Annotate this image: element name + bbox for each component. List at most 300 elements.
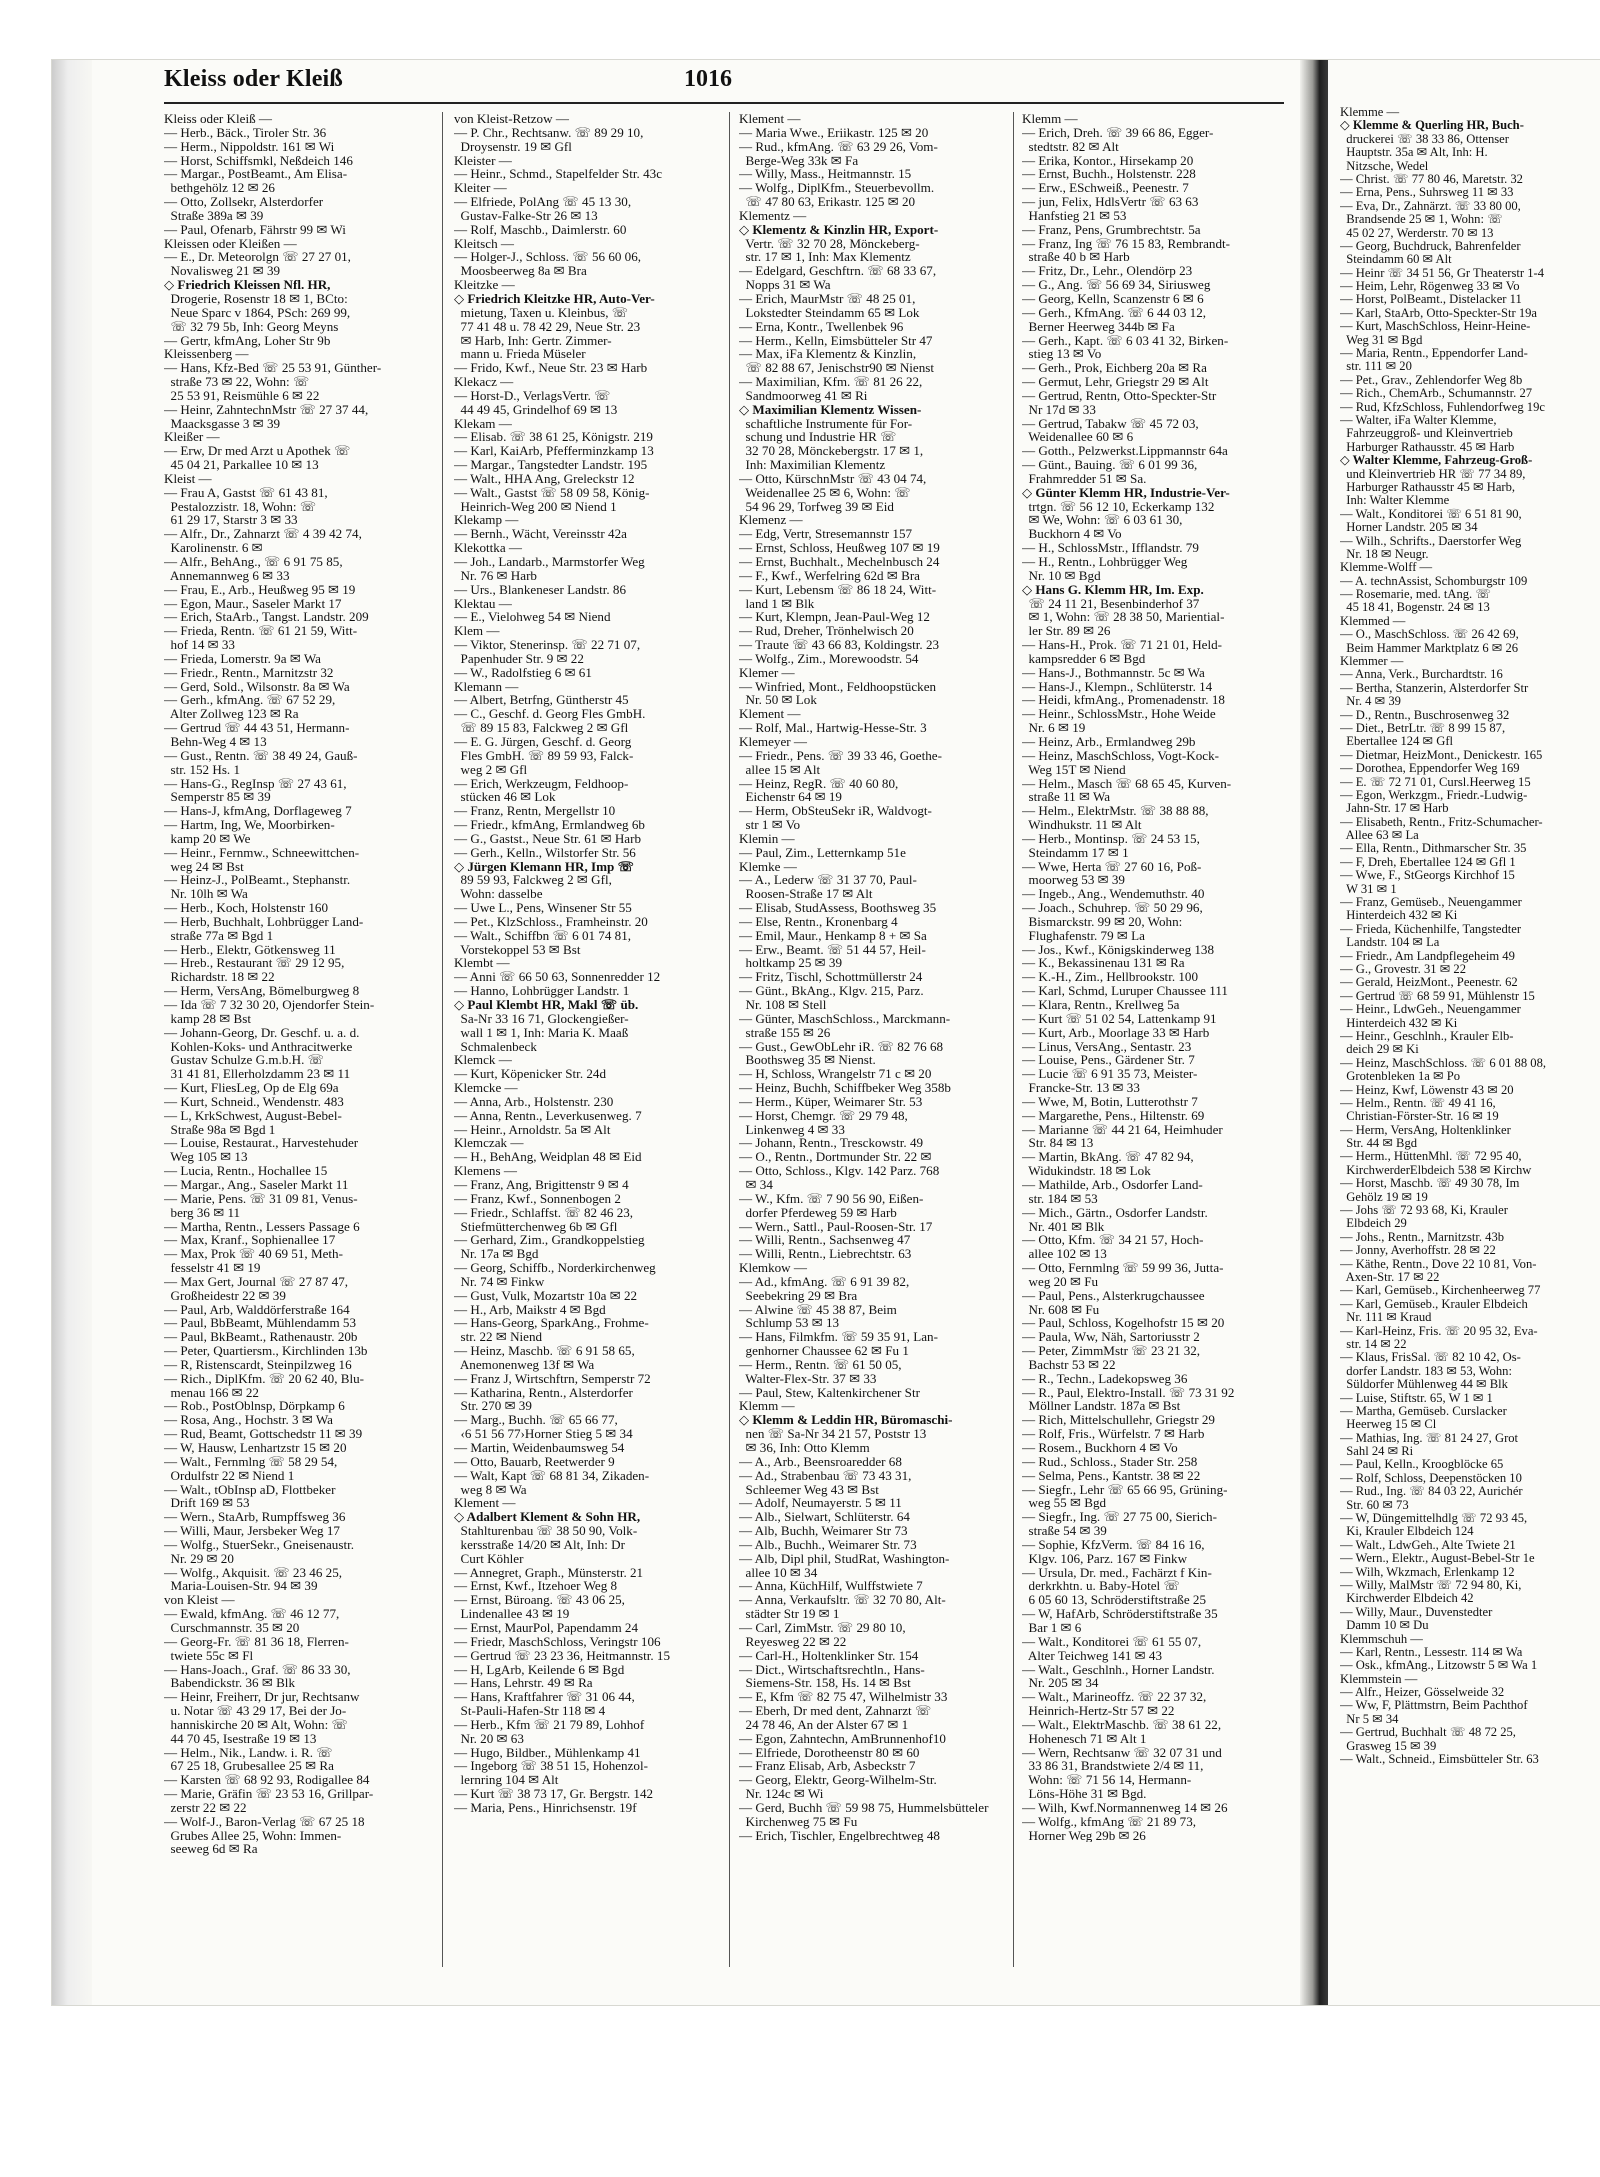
directory-entry: — Alb, Buchh, Weimarer Str 73: [739, 1523, 908, 1539]
directory-entry: — Helm., ElektrMstr. ☏ 38 88 88,: [1022, 803, 1209, 819]
directory-entry: — Alfr., BehAng., ☏ 6 91 75 85,: [164, 554, 343, 569]
directory-entry: — Rud., Ing. ☏ 84 03 22, Aurichér: [1340, 1484, 1523, 1499]
directory-entry: fesselstr 41 ✉ 19: [164, 1260, 261, 1276]
directory-entry: — Marg., Buchh. ☏ 65 66 77,: [454, 1412, 618, 1428]
directory-entry: allee 15 ✉ Alt: [739, 761, 821, 777]
directory-entry: Klemme —: [1340, 106, 1400, 119]
directory-entry: — Margar., PostBeamt., Am Elisa-: [164, 166, 348, 182]
directory-entry: Klgv. 106, Parz. 167 ✉ Finkw: [1022, 1550, 1188, 1566]
directory-entry: — Hans-H., Prok. ☏ 71 21 01, Held-: [1022, 637, 1223, 653]
directory-entry: Süldorfer Mühlenweg 44 ✉ Blk: [1340, 1377, 1508, 1392]
scanned-page: [52, 60, 1600, 2005]
directory-entry: — Hans-G., RegInsp ☏ 27 43 61,: [164, 775, 347, 791]
directory-entry: Klektau —: [454, 595, 512, 611]
directory-entry: — Franz, Kwf., Sonnenbogen 2: [454, 1190, 621, 1206]
directory-entry: — Annegret, Graph., Münsterstr. 21: [454, 1564, 644, 1580]
directory-entry: Klekacz —: [454, 374, 514, 390]
directory-entry: — Paula, Ww, Näh, Sartoriusstr 2: [1022, 1329, 1200, 1345]
directory-entry: — Mathilde, Arb., Osdorfer Land-: [1022, 1176, 1203, 1192]
directory-entry: Klem —: [454, 623, 500, 639]
directory-entry: Klemczak —: [454, 1135, 524, 1151]
directory-entry: Linkenweg 4 ✉ 33: [739, 1121, 845, 1137]
directory-entry: seeweg 6d ✉ Ra: [164, 1841, 258, 1857]
directory-entry: — Martha, Rentn., Lessers Passage 6: [164, 1218, 360, 1234]
directory-entry: Steindamm 17 ✉ 1: [1022, 844, 1129, 860]
directory-entry: Klekamp —: [454, 512, 519, 528]
directory-entry: — Walt., Geschlnh., Horner Landstr.: [1022, 1661, 1215, 1677]
directory-entry: — H., BehAng, Weidplan 48 ✉ Eid: [454, 1149, 642, 1165]
directory-entry: — Kurt, Schneid., Wendenstr. 483: [164, 1093, 344, 1109]
directory-entry: — Peter, ZimmMstr ☏ 23 21 32,: [1022, 1343, 1201, 1359]
directory-entry: — Hartm, Ing, We, Moorbirken-: [164, 817, 335, 833]
directory-entry: — Paul, BbBeamt, Mühlendamm 53: [164, 1315, 357, 1331]
directory-entry: — Hans, Filmkfm. ☏ 59 35 91, Lan-: [739, 1329, 938, 1345]
directory-entry: — Herb., Bäck., Tiroler Str. 36: [164, 124, 327, 140]
directory-entry: straße 77a ✉ Bgd 1: [164, 927, 274, 943]
directory-entry: bethgehölz 12 ✉ 26: [164, 180, 275, 196]
directory-column-1: [164, 112, 434, 1856]
directory-entry: — Willi, Rentn., Liebrechtstr. 63: [739, 1246, 912, 1262]
directory-entry: — Paul, Kelln., Kroogblöcke 65: [1340, 1457, 1504, 1472]
directory-entry: — W., Radolfstieg 6 ✉ 61: [454, 664, 592, 680]
directory-entry: — Winfried, Mont., Feldhoopstücken: [739, 678, 937, 694]
directory-entry: — Kurt, Lebensm ☏ 86 18 24, Witt-: [739, 581, 937, 597]
directory-entry: Maria-Louisen-Str. 94 ✉ 39: [164, 1578, 318, 1594]
directory-entry: — Heinr, ZahntechnMstr ☏ 27 37 44,: [164, 401, 369, 417]
directory-entry: twiete 55c ✉ Fl: [164, 1647, 254, 1663]
directory-entry: — Maria, Rentn., Eppendorfer Land-: [1340, 346, 1528, 361]
directory-entry: 6 05 60 13, Schröderstiftstraße 25: [1022, 1592, 1207, 1608]
directory-entry: KirchwerderElbdeich 538 ✉ Kirchw: [1340, 1162, 1532, 1177]
directory-entry: Nr. 205 ✉ 34: [1022, 1675, 1099, 1691]
directory-entry: — Gust., GewObLehr iR. ☏ 82 76 68: [739, 1038, 944, 1054]
directory-entry: — R, Ristenscardt, Steinpilzweg 16: [164, 1356, 352, 1372]
directory-entry: — A., Arb., Beensroaredder 68: [739, 1453, 902, 1469]
directory-entry: — Rich., DiplKfm. ☏ 20 62 40, Blu-: [164, 1370, 365, 1386]
directory-entry: — Gertrud ☏ 68 59 91, Mühlenstr 15: [1340, 988, 1535, 1003]
directory-entry: — Ingeb., Ang., Wendemuthstr. 40: [1022, 886, 1205, 902]
directory-entry: — Karl, Rentn., Lessestr. 114 ✉ Wa: [1340, 1644, 1523, 1659]
directory-entry: — Kurt ☏ 51 02 54, Lattenkamp 91: [1022, 1010, 1217, 1026]
directory-entry: Annemannweg 6 ✉ 33: [164, 567, 290, 583]
directory-entry: — Karl, StaArb, Otto-Speckter-Str 19a: [1340, 305, 1538, 320]
directory-entry: — Heinr., Schmd., Stapelfelder Str. 43c: [454, 166, 663, 182]
directory-entry: — Friedr., Schlaffst. ☏ 82 46 23,: [454, 1204, 634, 1220]
directory-entry: — Rob., PostOblnsp, Dörpkamp 6: [164, 1398, 345, 1414]
directory-entry: Nr. 124c ✉ Wi: [739, 1786, 824, 1802]
directory-entry: — Joh., Landarb., Marmstorfer Weg: [454, 554, 645, 569]
directory-entry: — Erw., Beamt. ☏ 51 44 57, Heil-: [739, 941, 926, 957]
directory-entry: — Maria, Pens., Hinrichsenstr. 19f: [454, 1799, 637, 1815]
directory-entry: — Else, Rentn., Kronenbarg 4: [739, 913, 898, 929]
directory-entry: Klemcke —: [454, 1080, 518, 1096]
directory-entry: — Ella, Rentn., Dithmarscher Str. 35: [1340, 841, 1527, 856]
directory-entry: Curschmannstr. 35 ✉ 20: [164, 1619, 300, 1635]
directory-entry: — Eberh, Dr med dent, Zahnarzt ☏: [739, 1703, 932, 1719]
directory-entry: — Wern., Elektr., August-Bebel-Str 1e: [1340, 1551, 1535, 1566]
directory-entry: Pestalozzistr. 18, Wohn: ☏: [164, 498, 317, 514]
directory-entry: Nr. 108 ✉ Stell: [739, 997, 827, 1012]
directory-entry: — Martha, Gemüseb. Curslacker: [1340, 1403, 1507, 1418]
directory-entry: — Alb., Sielwart, Schlüterstr. 64: [739, 1509, 910, 1525]
directory-entry: Kirchenweg 75 ✉ Fu: [739, 1813, 858, 1829]
directory-entry: deich 29 ✉ Ki: [1340, 1042, 1419, 1057]
directory-entry: ◇ Günter Klemm HR, Industrie-Ver-: [1022, 484, 1230, 500]
directory-entry: Windhukstr. 11 ✉ Alt: [1022, 817, 1142, 833]
directory-entry: — Maria Wwe., Eriikastr. 125 ✉ 20: [739, 124, 929, 140]
directory-entry: — Elisab. ☏ 38 61 25, Königstr. 219: [454, 429, 653, 445]
directory-entry: — Hanno, Lohbrügger Landstr. 1: [454, 983, 630, 999]
directory-entry: Lindenallee 43 ✉ 19: [454, 1606, 570, 1622]
column-rule: [729, 112, 730, 1967]
directory-entry: — Fritz, Tischl, Schottmüllerstr 24: [739, 969, 923, 985]
directory-entry: — Walt., ElektrMaschb. ☏ 38 61 22,: [1022, 1716, 1222, 1732]
directory-entry: Landstr. 104 ✉ La: [1340, 935, 1440, 950]
directory-entry: — Rud, Dreher, Trönhelwisch 20: [739, 623, 914, 639]
directory-entry: ‹6 51 56 77›Horner Stieg 5 ✉ 34: [454, 1426, 633, 1442]
directory-entry: Eichenstr 64 ✉ 19: [739, 789, 842, 805]
directory-entry: — Siegfr., Lehr ☏ 65 66 95, Grüning-: [1022, 1481, 1228, 1497]
directory-entry: Sahl 24 ✉ Ri: [1340, 1444, 1414, 1459]
directory-entry: Weg 105 ✉ 13: [164, 1149, 248, 1165]
directory-entry: — Rud., Schloss., Stader Str. 258: [1022, 1453, 1198, 1469]
directory-entry: — Hans, Kraftfahrer ☏ 31 06 44,: [454, 1689, 635, 1705]
directory-entry: Neue Sparc v 1864, PSch: 269 99,: [164, 304, 351, 320]
directory-entry: — Heinz, MaschSchloss. ☏ 6 01 88 08,: [1340, 1055, 1547, 1070]
directory-entry: Alter Zollweg 123 ✉ Ra: [164, 706, 299, 722]
directory-entry: — Heinr., Arnoldstr. 5a ✉ Alt: [454, 1121, 611, 1137]
directory-entry: — Franz, Pens, Grumbrechtstr. 5a: [1022, 221, 1201, 237]
directory-entry: str. 184 ✉ 53: [1022, 1190, 1098, 1206]
directory-entry: — E. ☏ 72 71 01, Cursl.Heerweg 15: [1340, 774, 1531, 789]
directory-entry: — Linus, VersAng., Sentastr. 23: [1022, 1038, 1192, 1054]
directory-entry: — Johann, Rentn., Tresckowstr. 49: [739, 1135, 924, 1151]
directory-entry: Gustav-Falke-Str 26 ✉ 13: [454, 207, 598, 223]
directory-entry: str. 17 ✉ 1, Inh: Max Klementz: [739, 249, 911, 265]
directory-entry: Heerweg 15 ✉ Cl: [1340, 1417, 1437, 1432]
directory-entry: von Kleist —: [164, 1592, 235, 1608]
directory-entry: Nr. 76 ✉ Harb: [454, 567, 537, 583]
directory-entry: — Helm., Nik., Landw. i. R. ☏: [164, 1744, 333, 1760]
directory-entry: Christian-Förster-Str. 16 ✉ 19: [1340, 1109, 1499, 1124]
directory-entry: — Johann-Georg, Dr. Geschf. u. a. d.: [164, 1024, 360, 1040]
directory-entry: — Fritz, Dr., Lehr., Olendörp 23: [1022, 263, 1193, 279]
directory-entry: Stahlturenbau ☏ 38 50 90, Volk-: [454, 1523, 638, 1539]
directory-entry: Nitzsche, Wedel: [1340, 158, 1429, 173]
directory-entry: — Luise, Stiftstr. 65, W 1 ✉ 1: [1340, 1390, 1493, 1405]
directory-entry: Seebekring 29 ✉ Bra: [739, 1287, 858, 1303]
directory-entry: — Christ. ☏ 77 80 46, Maretstr. 32: [1340, 171, 1523, 186]
directory-entry: ◇ Adalbert Klement & Sohn HR,: [454, 1509, 641, 1525]
directory-entry: — Herm, VersAng, Bömelburgweg 8: [164, 983, 360, 999]
directory-entry: — Heinz, Buchh, Schiffbeker Weg 358b: [739, 1080, 951, 1096]
directory-column-3: [739, 112, 1001, 1842]
directory-entry: — Friedr, MaschSchloss, Veringstr 106: [454, 1633, 661, 1649]
directory-entry: — Wolfg., Zim., Morewoodstr. 54: [739, 650, 919, 666]
directory-entry: Kleister —: [454, 152, 512, 168]
directory-entry: Kleißer —: [164, 429, 220, 445]
directory-entry: von Kleist-Retzow —: [454, 112, 569, 126]
directory-entry: — Erika, Kontor., Hirsekamp 20: [1022, 152, 1194, 168]
directory-entry: ◇ Friedrich Kleitzke HR, Auto-Ver-: [454, 290, 655, 306]
directory-entry: Hohenesch 71 ✉ Alt 1: [1022, 1730, 1147, 1746]
directory-entry: — Horst-D., VerlagsVertr. ☏: [454, 387, 611, 403]
directory-entry: — Anna, Rentn., Leverkusenweg. 7: [454, 1107, 642, 1123]
directory-entry: — Friedr., Pens. ☏ 39 33 46, Goethe-: [739, 747, 942, 763]
directory-entry: — Klara, Rentn., Krellweg 5a: [1022, 997, 1180, 1012]
directory-entry: — Paul, Schloss, Kogelhofstr 15 ✉ 20: [1022, 1315, 1225, 1331]
directory-entry: — Franz J, Wirtschftrn, Semperstr 72: [454, 1370, 651, 1386]
directory-entry: zerstr 22 ✉ 22: [164, 1799, 247, 1815]
directory-entry: — Gust., Rentn. ☏ 38 49 24, Gauß-: [164, 747, 358, 763]
directory-entry: Roosen-Straße 17 ✉ Alt: [739, 886, 873, 902]
directory-entry: — Gertrud, Rentn, Otto-Speckter-Str: [1022, 387, 1217, 403]
directory-entry: Möllner Landstr. 187a ✉ Bst: [1022, 1398, 1181, 1414]
directory-entry: — Frieda, Rentn. ☏ 61 21 59, Witt-: [164, 623, 358, 639]
directory-entry: — Kurt, MaschSchloss, Heinr-Heine-: [1340, 319, 1531, 334]
directory-entry: ✉ Harb, Inh: Gertr. Zimmer-: [454, 332, 612, 348]
directory-entry: — Mathias, Ing. ☏ 81 24 27, Grot: [1340, 1430, 1519, 1445]
directory-entry: — Herb., Montinsp. ☏ 24 53 15,: [1022, 830, 1200, 846]
directory-entry: — Alb, Dipl phil, StudRat, Washington-: [739, 1550, 950, 1566]
directory-entry: Klemin —: [739, 830, 795, 846]
directory-entry: — R., Paul, Elektro-Install. ☏ 73 31 92: [1022, 1384, 1235, 1400]
directory-entry: — Sophie, KfzVerm. ☏ 84 16 16,: [1022, 1536, 1205, 1552]
directory-entry: Kleiss oder Kleiß —: [164, 112, 273, 126]
directory-entry: — Carl-H., Holtenklinker Str. 154: [739, 1647, 919, 1663]
directory-entry: — Selma, Pens., Kantstr. 38 ✉ 22: [1022, 1467, 1201, 1483]
directory-entry: Nr. 50 ✉ Lok: [739, 692, 817, 708]
directory-entry: — Gust, Vulk, Mozartstr 10a ✉ 22: [454, 1287, 638, 1303]
directory-entry: — Georg, Schiffb., Norderkirchenweg: [454, 1260, 656, 1276]
directory-entry: — H., SchlossMstr., Ifflandstr. 79: [1022, 540, 1199, 556]
directory-entry: Fahrzeuggroß- und Kleinvertrieb: [1340, 426, 1513, 441]
directory-entry: Axen-Str. 17 ✉ 22: [1340, 1269, 1440, 1284]
directory-entry: 89 59 93, Falckweg 2 ✉ Gfl,: [454, 872, 612, 888]
directory-entry: — Herb, Buchhalt, Lohbrügger Land-: [164, 913, 364, 929]
directory-entry: — Dietmar, HeizMont., Denickestr. 165: [1340, 747, 1543, 762]
directory-entry: — Erich, Tischler, Engelbrechtweg 48: [739, 1827, 940, 1843]
directory-entry: — Wern., StaArb, Rumpffsweg 36: [164, 1509, 346, 1525]
directory-entry: Francke-Str. 13 ✉ 33: [1022, 1080, 1140, 1096]
directory-entry: — Hreb., Restaurant ☏ 29 12 95,: [164, 955, 345, 971]
directory-entry: Semperstr 85 ✉ 39: [164, 789, 271, 805]
directory-entry: — Hans, Kfz-Bed ☏ 25 53 91, Günther-: [164, 360, 382, 376]
directory-entry: ◇ Klemme & Querling HR, Buch-: [1340, 118, 1524, 133]
directory-entry: Horner Weg 29b ✉ 26: [1022, 1827, 1146, 1843]
directory-entry: — Ursula, Dr. med., Fachärzt f Kin-: [1022, 1564, 1212, 1580]
directory-entry: u. Notar ☏ 43 29 17, Bei der Jo-: [164, 1703, 347, 1719]
directory-entry: — Bertha, Stanzerin, Alsterdorfer Str: [1340, 680, 1529, 695]
directory-entry: 44 70 45, Isestraße 19 ✉ 13: [164, 1730, 317, 1746]
directory-entry: — Herm., Rentn. ☏ 61 50 05,: [739, 1356, 902, 1372]
directory-entry: — P. Chr., Rechtsanw. ☏ 89 29 10,: [454, 124, 644, 140]
directory-entry: — Karsten ☏ 68 92 93, Rodigallee 84: [164, 1772, 370, 1788]
directory-entry: — Hans-J., Bothmannstr. 5c ✉ Wa: [1022, 664, 1205, 680]
directory-entry: — Edelgard, Geschftrn. ☏ 68 33 67,: [739, 263, 937, 279]
directory-entry: Wohn: ☏ 71 56 14, Hermann-: [1022, 1772, 1192, 1788]
directory-entry: — jun, Felix, HdlsVertr ☏ 63 63: [1022, 194, 1199, 210]
directory-entry: — K.-H., Zim., Hellbrookstr. 100: [1022, 969, 1199, 985]
directory-entry: Maacksgasse 3 ✉ 39: [164, 415, 281, 431]
directory-entry: nen ☏ Sa-Nr 34 21 57, Poststr 13: [739, 1426, 927, 1442]
directory-entry: weg 20 ✉ Fu: [1022, 1273, 1099, 1289]
directory-entry: Nopps 31 ✉ Wa: [739, 277, 831, 293]
directory-entry: — Horst, PolBeamt., Distelacker 11: [1340, 292, 1522, 307]
directory-entry: — Ad., Strabenbau ☏ 73 43 31,: [739, 1467, 912, 1483]
directory-entry: wall 1 ✉ 1, Inh: Maria K. Maaß: [454, 1024, 629, 1040]
directory-entry: — Karl, KaiArb, Pfefferminzkamp 13: [454, 443, 654, 459]
directory-entry: Klemmstein —: [1340, 1671, 1418, 1686]
directory-entry: kamp 28 ✉ Bst: [164, 1010, 251, 1026]
directory-entry: straße 73 ✉ 22, Wohn: ☏: [164, 374, 310, 390]
directory-entry: stieg 13 ✉ Vo: [1022, 346, 1102, 362]
directory-entry: Kleiter —: [454, 180, 507, 196]
directory-entry: — Horst, Maschb. ☏ 49 30 78, Im: [1340, 1176, 1520, 1191]
directory-entry: Steindamm 60 ✉ Alt: [1340, 252, 1452, 267]
directory-entry: — Otto, Zollsekr, Alsterdorfer: [164, 194, 324, 210]
directory-entry: ☏ 32 79 5b, Inh: Georg Meyns: [164, 318, 339, 334]
directory-entry: — Georg-Fr. ☏ 81 36 18, Flerren-: [164, 1633, 349, 1649]
directory-entry: — Heinz-J., PolBeamt., Stephanstr.: [164, 872, 351, 888]
directory-entry: — Frau, E., Arb., Heußweg 95 ✉ 19: [164, 581, 356, 597]
directory-entry: Straße 98a ✉ Bgd 1: [164, 1121, 276, 1137]
directory-entry: — E, Kfm ☏ 82 75 47, Wilhelmistr 33: [739, 1689, 948, 1705]
directory-entry: — Erna, Kontr., Twellenbek 96: [739, 318, 904, 334]
directory-entry: — Horst, Chemgr. ☏ 29 79 48,: [739, 1107, 908, 1123]
directory-entry: — Gerh., kfmAng. ☏ 67 52 29,: [164, 692, 336, 708]
directory-entry: — Maximilian, Kfm. ☏ 81 26 22,: [739, 374, 923, 390]
directory-entry: Klemer —: [739, 664, 795, 680]
directory-entry: — Wern, Rechtsanw ☏ 32 07 31 und: [1022, 1744, 1222, 1760]
directory-entry: — Karl, Gemüseb., Krauler Elbdeich: [1340, 1296, 1528, 1311]
directory-entry: str. 14 ✉ 22: [1340, 1336, 1407, 1351]
directory-entry: — W, Hausw, Lenhartzstr 15 ✉ 20: [164, 1440, 347, 1455]
directory-entry: — Elfriede, PolAng ☏ 45 13 30,: [454, 194, 632, 210]
directory-entry: — Rich, Mittelschullehr, Griegstr 29: [1022, 1412, 1215, 1428]
directory-entry: Elbdeich 29: [1340, 1216, 1407, 1231]
directory-entry: Kleist —: [164, 470, 212, 486]
directory-entry: — O., MaschSchloss. ☏ 26 42 69,: [1340, 627, 1519, 642]
directory-entry: Bachstr 53 ✉ 22: [1022, 1356, 1116, 1372]
directory-entry: Nr. 111 ✉ Kraud: [1340, 1310, 1432, 1325]
directory-entry: Berner Heerweg 344b ✉ Fa: [1022, 318, 1175, 334]
directory-entry: — Pet., KlzSchloss., Framheinstr. 20: [454, 913, 648, 929]
directory-entry: — Paul, Ofenarb, Fährstr 99 ✉ Wi: [164, 221, 346, 237]
directory-entry: — H, LgArb, Keilende 6 ✉ Bgd: [454, 1661, 625, 1677]
directory-entry: — Herm, ObSteuSekr iR, Waldvogt-: [739, 803, 932, 819]
directory-entry: 31 41 81, Ellerholzdamm 23 ✉ 11: [164, 1066, 351, 1082]
directory-entry: — Karl, Schmd, Luruper Chaussee 111: [1022, 983, 1228, 999]
directory-entry: — Marie, Pens. ☏ 31 09 81, Venus-: [164, 1190, 358, 1206]
directory-entry: — H, Schloss, Wrangelstr 71 c ✉ 20: [739, 1066, 932, 1082]
directory-entry: — Erich, Dreh. ☏ 39 66 86, Egger-: [1022, 124, 1214, 140]
directory-entry: — Anna, Verkaufsltr. ☏ 32 70 80, Alt-: [739, 1592, 946, 1608]
directory-entry: — L, KrkSchwest, August-Bebel-: [164, 1107, 342, 1123]
directory-entry: kampsredder 6 ✉ Bgd: [1022, 650, 1146, 666]
directory-entry: — H., Arb, Maikstr 4 ✉ Bgd: [454, 1301, 606, 1317]
directory-entry: 67 25 18, Grubesallee 25 ✉ Ra: [164, 1758, 334, 1774]
directory-entry: Karolinenstr. 6 ✉: [164, 540, 263, 556]
directory-entry: — F, Dreh, Ebertallee 124 ✉ Gfl 1: [1340, 854, 1516, 869]
directory-entry: Nr 17d ✉ 33: [1022, 401, 1096, 417]
directory-entry: — Peter, Quartiersm., Kirchlinden 13b: [164, 1343, 368, 1359]
directory-entry: Klemeyer —: [739, 733, 807, 749]
directory-entry: städter Str 19 ✉ 1: [739, 1606, 840, 1622]
directory-entry: Bismarckstr. 99 ✉ 20, Wohn:: [1022, 913, 1183, 929]
directory-entry: Ordulfstr 22 ✉ Niend 1: [164, 1467, 295, 1483]
directory-entry: Lokstedter Steindamm 65 ✉ Lok: [739, 304, 920, 320]
directory-entry: dorfer Pferdeweg 59 ✉ Harb: [739, 1204, 897, 1220]
directory-entry: ◇ Hans G. Klemm HR, Im. Exp.: [1022, 581, 1204, 597]
directory-entry: — Paul, Stew, Kaltenkirchener Str: [739, 1384, 920, 1400]
directory-entry: land 1 ✉ Blk: [739, 595, 815, 611]
directory-entry: — Günter, MaschSchloss., Marckmann-: [739, 1010, 951, 1026]
directory-entry: — Hugo, Bildber., Mühlenkamp 41: [454, 1744, 641, 1760]
directory-entry: — Walt., Konditorei ☏ 6 51 81 90,: [1340, 506, 1522, 521]
directory-entry: — W, HafArb, Schröderstiftstraße 35: [1022, 1606, 1218, 1622]
directory-entry: — Gerd, Sold., Wilsonstr. 8a ✉ Wa: [164, 678, 350, 694]
directory-entry: allee 10 ✉ 34: [739, 1564, 818, 1580]
directory-entry: Buckhorn 4 ✉ Vo: [1022, 526, 1122, 542]
directory-entry: — Ernst, Schloss, Heußweg 107 ✉ 19: [739, 540, 940, 556]
directory-entry: — Frieda, Lomerstr. 9a ✉ Wa: [164, 650, 321, 666]
directory-entry: — K., Bekassinenau 131 ✉ Ra: [1022, 955, 1185, 971]
directory-entry: — Frido, Kwf., Neue Str. 23 ✉ Harb: [454, 360, 648, 376]
directory-entry: — Ernst, MaurPol, Papendamm 24: [454, 1619, 639, 1635]
running-head: Kleiss oder Kleiß: [164, 66, 343, 92]
directory-entry: Klekottka —: [454, 540, 523, 556]
directory-entry: hanniskirche 20 ✉ Alt, Wohn: ☏: [164, 1716, 348, 1732]
directory-entry: 45 18 41, Bogenstr. 24 ✉ 13: [1340, 600, 1490, 615]
directory-entry: — Walt., Schneid., Eimsbütteler Str. 63: [1340, 1752, 1539, 1767]
directory-entry: Nr. 10lh ✉ Wa: [164, 886, 248, 902]
directory-entry: — Urs., Blankeneser Landstr. 86: [454, 581, 627, 597]
directory-entry: ☏ 89 15 83, Falckweg 2 ✉ Gfl: [454, 720, 629, 736]
directory-entry: — Joach., Schuhrep. ☏ 50 29 96,: [1022, 900, 1203, 916]
directory-entry: 24 78 46, An der Alster 67 ✉ 1: [739, 1716, 909, 1732]
directory-entry: — Otto, Schloss., Klgv. 142 Parz. 768: [739, 1163, 940, 1179]
directory-entry: — Uwe L., Pens, Winsener Str 55: [454, 900, 632, 916]
directory-entry: ☏ 47 80 63, Erikastr. 125 ✉ 20: [739, 194, 916, 210]
directory-entry: ◇ Klementz & Kinzlin HR, Export-: [739, 221, 939, 237]
directory-entry: Klemmschuh —: [1340, 1631, 1423, 1646]
directory-entry: — Willi, Rentn., Sachsenweg 47: [739, 1232, 911, 1248]
directory-entry: — Willy, Maur., Duvenstedter: [1340, 1604, 1493, 1619]
directory-entry: — Heidi, kfmAng., Promenadenstr. 18: [1022, 692, 1225, 708]
directory-entry: — Otto, Fernmlng ☏ 59 99 36, Jutta-: [1022, 1260, 1224, 1276]
directory-entry: — Karl, Gemüseb., Kirchenheerweg 77: [1340, 1283, 1541, 1298]
directory-entry: 77 41 48 u. 78 42 29, Neue Str. 23: [454, 318, 641, 334]
directory-entry: — Kurt, Arb., Moorlage 33 ✉ Harb: [1022, 1024, 1210, 1040]
directory-entry: — Bernh., Wächt, Vereinsstr 42a: [454, 526, 627, 542]
directory-entry: — Walt., Fernmlng ☏ 58 29 54,: [164, 1453, 338, 1469]
directory-entry: Klemann —: [454, 678, 519, 694]
directory-entry: Klemkow —: [739, 1260, 808, 1276]
directory-entry: schung und Industrie HR ☏: [739, 429, 897, 445]
directory-entry: berg 36 ✉ 11: [164, 1204, 241, 1220]
directory-entry: — Wolfg., DiplKfm., Steuerbevollm.: [739, 180, 935, 196]
directory-entry: — Marianne ☏ 44 21 64, Heimhuder: [1022, 1121, 1223, 1137]
directory-entry: genhorner Chaussee 62 ✉ Fu 1: [739, 1343, 909, 1359]
directory-entry: — Gertrud, Buchhalt ☏ 48 72 25,: [1340, 1725, 1516, 1740]
directory-entry: ◇ Maximilian Klementz Wissen-: [739, 401, 922, 417]
directory-entry: — Helm., Masch ☏ 68 65 45, Kurven-: [1022, 775, 1232, 791]
directory-entry: Ki, Krauler Elbdeich 124: [1340, 1524, 1474, 1539]
directory-entry: dorfer Landstr. 183 ✉ 53, Wohn:: [1340, 1363, 1512, 1378]
directory-entry: — Gerh., Kapt. ☏ 6 03 41 32, Birken-: [1022, 332, 1229, 348]
directory-entry: — Viktor, Stenerinsp. ☏ 22 71 07,: [454, 637, 641, 653]
